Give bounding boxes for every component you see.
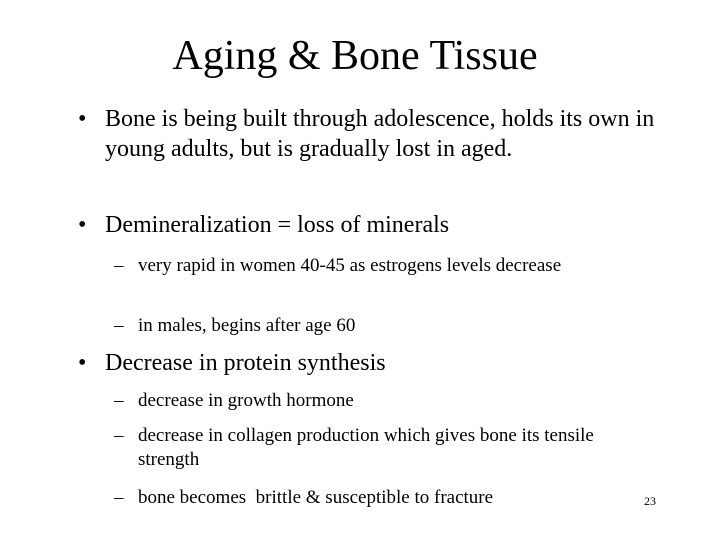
bullet-text: Demineralization = loss of minerals bbox=[105, 212, 450, 238]
sub-item-males bbox=[114, 314, 658, 338]
bullet-item-bone-built bbox=[78, 104, 665, 164]
sub-item-text: very rapid in women 40-45 as estrogens levels decrease bbox=[138, 255, 562, 276]
bullet-icon: • bbox=[78, 212, 87, 238]
bullet-text: Bone is being built through adolescence, holds its own in young adults, but is gradually lost in aged. bbox=[105, 106, 655, 162]
slide-title: Aging & Bone Tissue bbox=[172, 33, 538, 79]
sub-item-text: bone becomes brittle & susceptible to fracture bbox=[138, 487, 494, 508]
slide-number: 23 bbox=[644, 494, 656, 508]
bullet-text: Decrease in protein synthesis bbox=[105, 350, 386, 376]
bullet-icon: • bbox=[78, 350, 87, 376]
dash-icon: – bbox=[114, 390, 124, 411]
dash-icon: – bbox=[114, 487, 124, 508]
sub-item-brittle bbox=[114, 486, 658, 510]
sub-item-growth-hormone bbox=[114, 389, 658, 413]
bullet-icon: • bbox=[78, 106, 87, 132]
dash-icon: – bbox=[114, 425, 124, 446]
sub-item-text: decrease in growth hormone bbox=[138, 390, 354, 411]
sub-item-text: in males, begins after age 60 bbox=[138, 315, 356, 336]
bullet-item-protein-synthesis bbox=[78, 348, 665, 378]
sub-item-text: decrease in collagen production which gives bone its tensile strength bbox=[138, 425, 594, 470]
bullet-item-demineralization bbox=[78, 210, 665, 240]
dash-icon: – bbox=[114, 315, 124, 336]
dash-icon: – bbox=[114, 255, 124, 276]
sub-item-women-estrogen bbox=[114, 254, 658, 278]
sub-item-collagen bbox=[114, 424, 658, 472]
